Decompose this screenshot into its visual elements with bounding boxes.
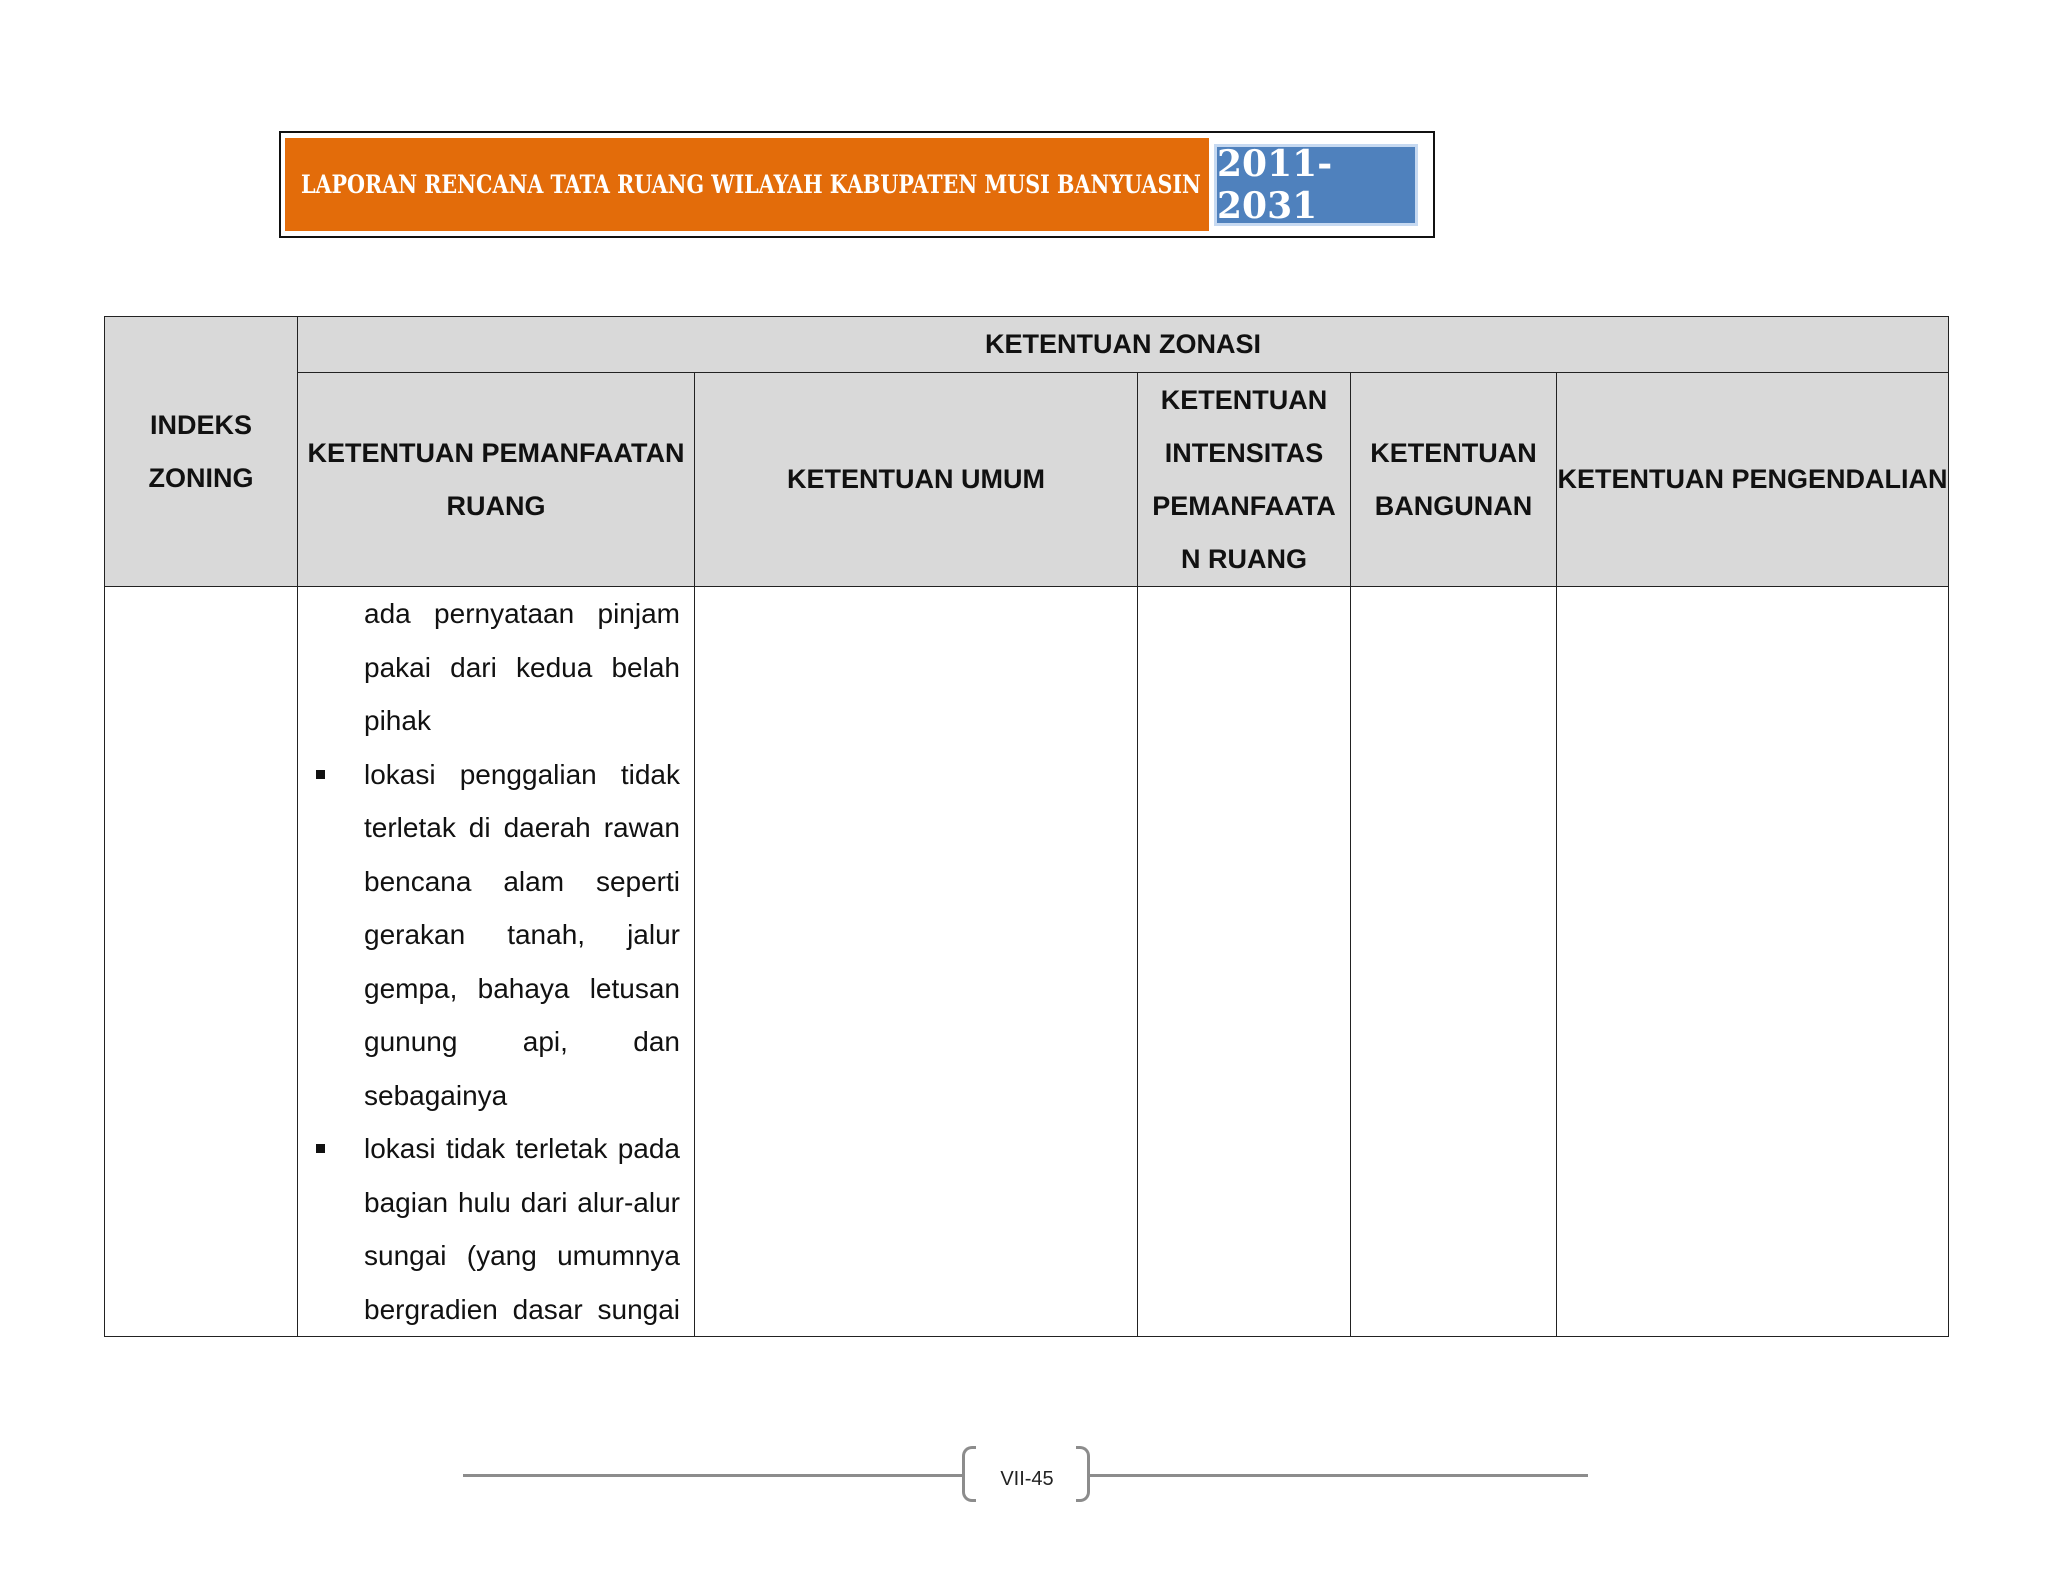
text-line: bergradien dasar sungai xyxy=(364,1293,680,1325)
square-bullet-icon xyxy=(316,1144,325,1153)
cell-pemanfaatan-ruang xyxy=(298,587,695,1337)
header-intensitas-line2: INTENSITAS xyxy=(1164,437,1324,468)
cell-bangunan xyxy=(1351,587,1557,1337)
text-line: gerakan tanah, jalur xyxy=(364,919,680,950)
text-line: pakai dari kedua belah xyxy=(364,651,680,683)
text-line: sungai (yang umumnya xyxy=(364,1240,680,1271)
list-item xyxy=(316,748,680,1123)
text-line: bagian hulu dari alur-alur xyxy=(364,1186,680,1218)
header-intensitas-line4: N RUANG xyxy=(1181,543,1307,574)
report-title: LAPORAN RENCANA TATA RUANG WILAYAH KABUPATEN MUSI BANYUASIN xyxy=(285,138,1209,231)
year-box-wrap xyxy=(1209,138,1429,231)
report-header-banner xyxy=(279,131,1435,238)
banner-inner xyxy=(285,138,1429,231)
pemanfaatan-content xyxy=(298,587,694,1336)
text-line: pihak xyxy=(364,705,431,736)
square-bullet-icon xyxy=(316,770,325,779)
zoning-table xyxy=(104,316,1949,1337)
list-item xyxy=(316,1122,680,1336)
header-intensitas-line3: PEMANFAATA xyxy=(1152,490,1336,521)
text-line: gempa, bahaya letusan xyxy=(364,972,680,1004)
cell-intensitas xyxy=(1138,587,1351,1337)
text-line: ada pernyataan pinjam xyxy=(364,598,680,629)
text-line: terletak di daerah rawan xyxy=(364,812,680,843)
header-ketentuan-umum: KETENTUAN UMUM xyxy=(695,373,1138,587)
header-indeks-zoning xyxy=(105,317,298,587)
text-line: sebagainya xyxy=(364,1079,508,1111)
cell-ketentuan-umum xyxy=(695,587,1138,1337)
text-line: lokasi tidak terletak pada xyxy=(364,1133,680,1164)
text-line: lokasi penggalian tidak xyxy=(364,758,680,790)
header-ketentuan-zonasi: KETENTUAN ZONASI xyxy=(298,317,1949,373)
table-row xyxy=(105,587,1949,1337)
header-bangunan-line2: BANGUNAN xyxy=(1374,490,1533,521)
cell-pengendalian xyxy=(1557,587,1949,1337)
header-bangunan-line1: KETENTUAN xyxy=(1370,437,1537,468)
footer-rule-left xyxy=(463,1474,963,1477)
header-bangunan xyxy=(1351,373,1557,587)
text-line: gunung api, dan xyxy=(364,1026,680,1057)
header-indeks-line2: ZONING xyxy=(148,462,254,493)
continuation-paragraph xyxy=(316,587,680,748)
footer-rule-right xyxy=(1088,1474,1588,1477)
page-number: VII-45 xyxy=(1000,1468,1054,1490)
text-line: bencana alam seperti xyxy=(364,865,680,897)
requirement-list xyxy=(316,748,680,1337)
header-indeks-line1: INDEKS xyxy=(149,409,252,440)
left-brace-icon xyxy=(962,1446,976,1502)
header-pemanfaatan-ruang xyxy=(298,373,695,587)
header-pemanfaatan-line1: KETENTUAN PEMANFAATAN xyxy=(307,437,685,468)
header-intensitas xyxy=(1138,373,1351,587)
cell-indeks-zoning xyxy=(105,587,298,1337)
report-year: 2011-2031 xyxy=(1214,144,1418,226)
header-pemanfaatan-line2: RUANG xyxy=(446,490,546,521)
header-pengendalian: KETENTUAN PENGENDALIAN xyxy=(1557,373,1949,587)
header-intensitas-line1: KETENTUAN xyxy=(1160,384,1328,415)
